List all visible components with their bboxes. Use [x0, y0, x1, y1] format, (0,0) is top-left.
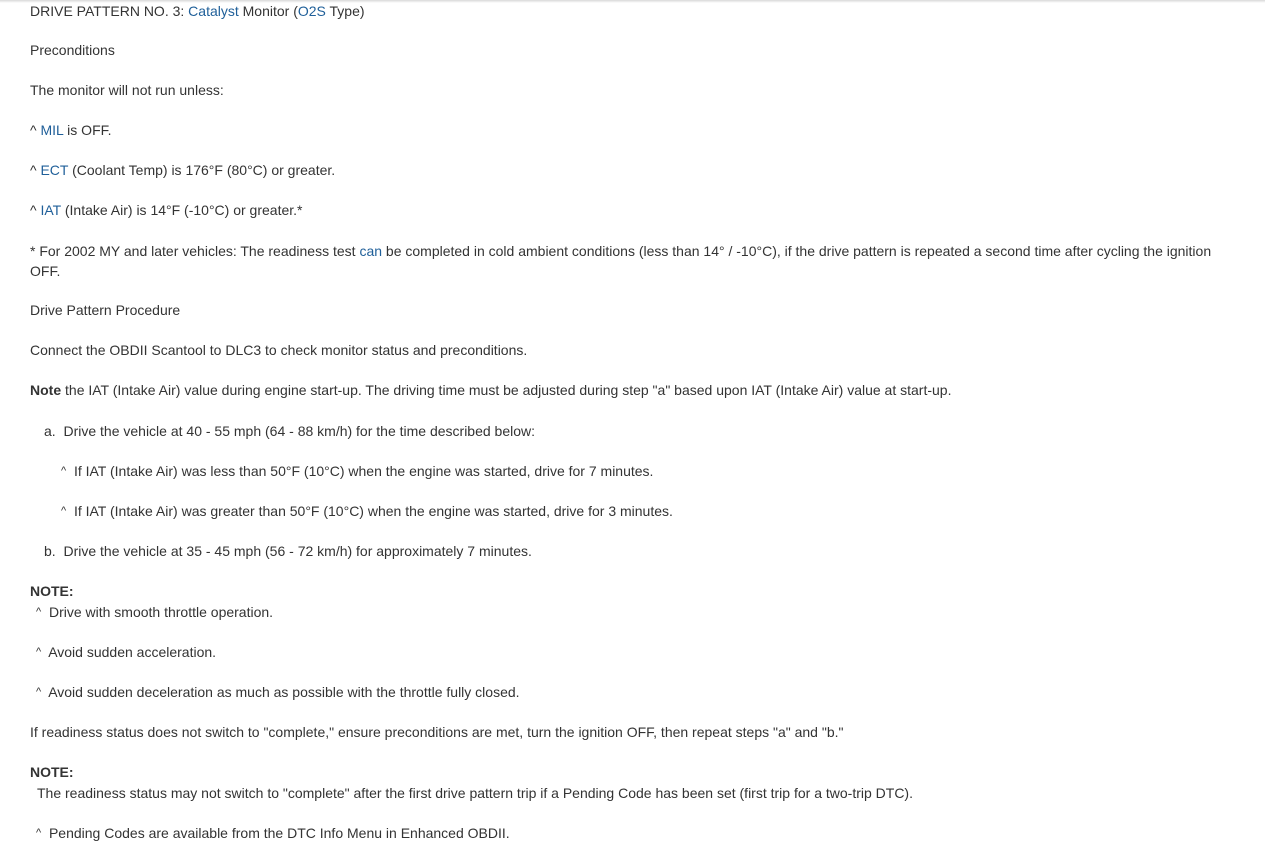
- caret-icon: ^: [30, 122, 41, 138]
- can-link[interactable]: can: [359, 243, 383, 259]
- condition-mil: [30, 121, 112, 139]
- note1-item-text: Drive with smooth throttle operation.: [48, 604, 274, 620]
- step-b-text: Drive the vehicle at 35 - 45 mph (56 - 72 km/h) for approximately 7 minutes.: [63, 543, 532, 559]
- note1-item: [36, 603, 273, 621]
- step-b: [44, 542, 532, 560]
- condition-iat: [30, 201, 302, 219]
- step-a-sub2: [61, 502, 673, 520]
- note2-item: [36, 824, 510, 842]
- footnote-after: be completed in cold ambient conditions (less than 14° / -10°C), if the drive pattern is repeated a second time after cycling the ignition OFF.: [30, 243, 1212, 279]
- procedure-heading: Drive Pattern Procedure: [30, 302, 181, 318]
- note1-item-text: Avoid sudden deceleration as much as possible with the throttle fully closed.: [48, 684, 520, 700]
- footnote-before: * For 2002 MY and later vehicles: The readiness test: [30, 243, 360, 259]
- step-a-marker: a.: [44, 423, 56, 439]
- note-line: [30, 381, 951, 399]
- o2s-link[interactable]: O2S: [297, 3, 326, 19]
- step-a-sub2-text: If IAT (Intake Air) was greater than 50°F (10°C) when the engine was started, drive for 3 minutes.: [73, 503, 673, 519]
- catalyst-link[interactable]: Catalyst: [188, 3, 239, 19]
- note2-heading-text: NOTE:: [30, 764, 74, 780]
- readiness-text: If readiness status does not switch to "complete," ensure preconditions are met, turn the ignition OFF, then repeat steps "a" and "b.": [30, 724, 844, 740]
- note2-text: The readiness status may not switch to "complete" after the first drive pattern trip if a Pending Code has been set (first trip for a two-trip DTC).: [37, 785, 913, 801]
- note1-item: [36, 683, 520, 701]
- step-b-marker: b.: [44, 543, 56, 559]
- caret-icon: ^: [36, 686, 42, 698]
- preconditions-heading: Preconditions: [30, 42, 115, 58]
- monitor-intro: The monitor will not run unless:: [30, 82, 224, 98]
- caret-icon: ^: [36, 606, 42, 618]
- step-a-text: Drive the vehicle at 40 - 55 mph (64 - 88 km/h) for the time described below:: [63, 423, 536, 439]
- caret-icon: ^: [30, 162, 41, 178]
- note2-heading: [30, 763, 74, 781]
- note1-heading-text: NOTE:: [30, 583, 74, 599]
- caret-icon: ^: [30, 202, 41, 218]
- note1-item-text: Avoid sudden acceleration.: [48, 644, 217, 660]
- iat-link[interactable]: IAT: [40, 202, 61, 218]
- note1-item: [36, 643, 216, 661]
- title-monitor: Monitor (: [238, 3, 298, 19]
- caret-icon: ^: [36, 827, 42, 839]
- step-a-sub1: [61, 462, 653, 480]
- condition-ect: [30, 161, 335, 179]
- note-line-text: the IAT (Intake Air) value during engine start-up. The driving time must be adjusted during step "a" based upon IAT (Intake Air) value at start-up.: [61, 382, 952, 398]
- ect-link[interactable]: ECT: [40, 162, 69, 178]
- footnote: [30, 241, 1240, 281]
- title-prefix: DRIVE PATTERN NO. 3:: [30, 3, 189, 19]
- title-suffix: Type): [325, 3, 365, 19]
- caret-icon: ^: [36, 646, 42, 658]
- caret-icon: ^: [61, 505, 67, 517]
- condition-iat-text: (Intake Air) is 14°F (-10°C) or greater.*: [60, 202, 303, 218]
- mil-link[interactable]: MIL: [40, 122, 64, 138]
- page-title: [30, 2, 365, 20]
- caret-icon: ^: [61, 465, 67, 477]
- step-a-sub1-text: If IAT (Intake Air) was less than 50°F (10°C) when the engine was started, drive for 7 minutes.: [73, 463, 654, 479]
- connect-text: Connect the OBDII Scantool to DLC3 to check monitor status and preconditions.: [30, 342, 528, 358]
- condition-ect-text: (Coolant Temp) is 176°F (80°C) or greater.: [68, 162, 336, 178]
- note2-item-text: Pending Codes are available from the DTC Info Menu in Enhanced OBDII.: [48, 825, 510, 841]
- note1-heading: [30, 582, 74, 600]
- step-a: [44, 422, 535, 440]
- condition-mil-text: is OFF.: [63, 122, 112, 138]
- note-label: Note: [30, 382, 62, 398]
